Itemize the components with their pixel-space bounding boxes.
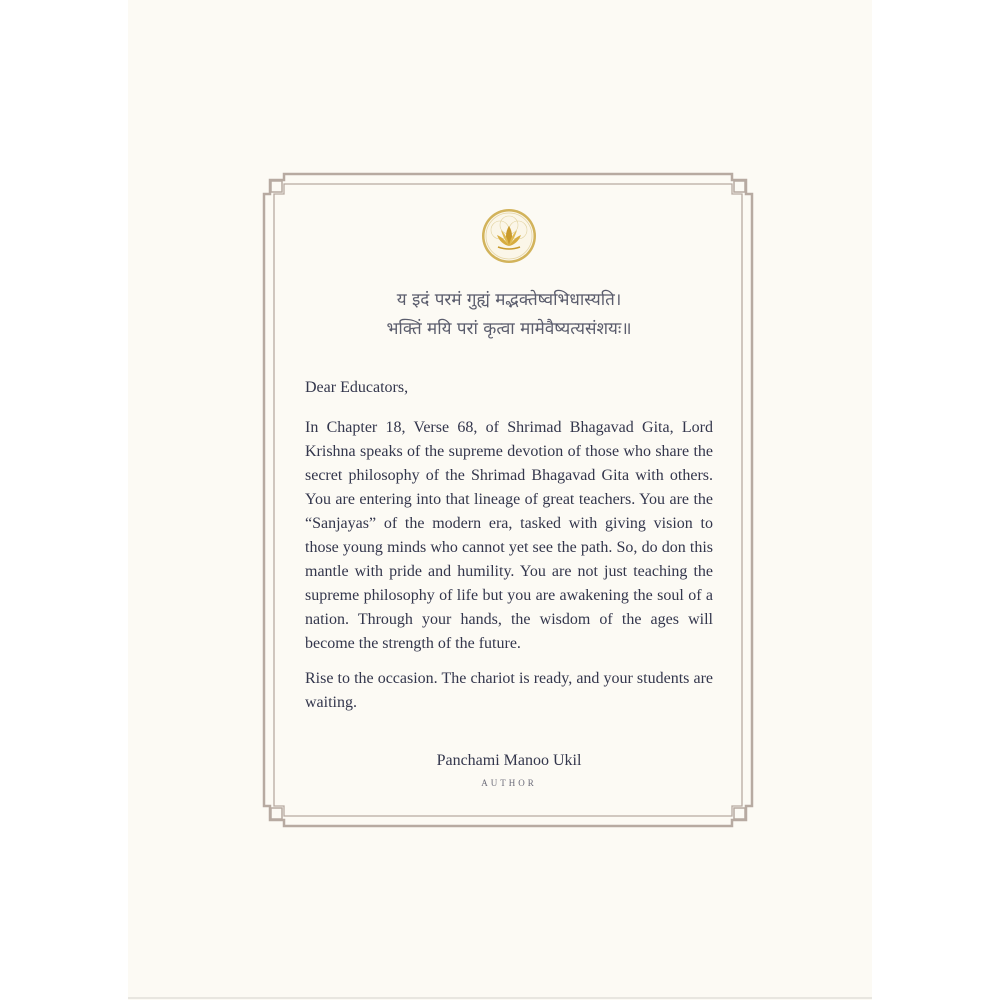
author-role: AUTHOR: [481, 778, 537, 788]
verse-line: भक्तिं मयि परां कृत्वा मामेवैष्यत्यसंशयः॥: [386, 319, 632, 339]
body-paragraph: In Chapter 18, Verse 68, of Shrimad Bhagavad Gita, Lord Krishna speaks of the supreme devotion of those who share the secret philosophy of the Shrimad Bhagavad Gita with others. You are entering into that lineage of great teachers. You are the “Sanjayas” of the modern era, tasked with giving vision to those young minds who cannot yet see the path. So, do don this mantle with pride and humility. You are not just teaching the supreme philosophy of life but you are awakening the soul of a nation. Through your hands, the wisdom of the ages will become the strength of the future.: [305, 419, 713, 652]
author-signature: Panchami Manoo Ukil: [436, 752, 582, 769]
lotus-emblem-icon: [481, 208, 537, 264]
body-paragraph: Rise to the occasion. The chariot is ready, and your students are waiting.: [305, 670, 713, 711]
letter-body: [305, 416, 713, 715]
salutation: Dear Educators,: [305, 379, 409, 396]
verse-line: य इदं परमं गुह्यं मद्भक्तेष्वभिधास्यति।: [396, 290, 622, 310]
page-edge-line: [128, 997, 872, 999]
sanskrit-verse: [305, 286, 713, 344]
